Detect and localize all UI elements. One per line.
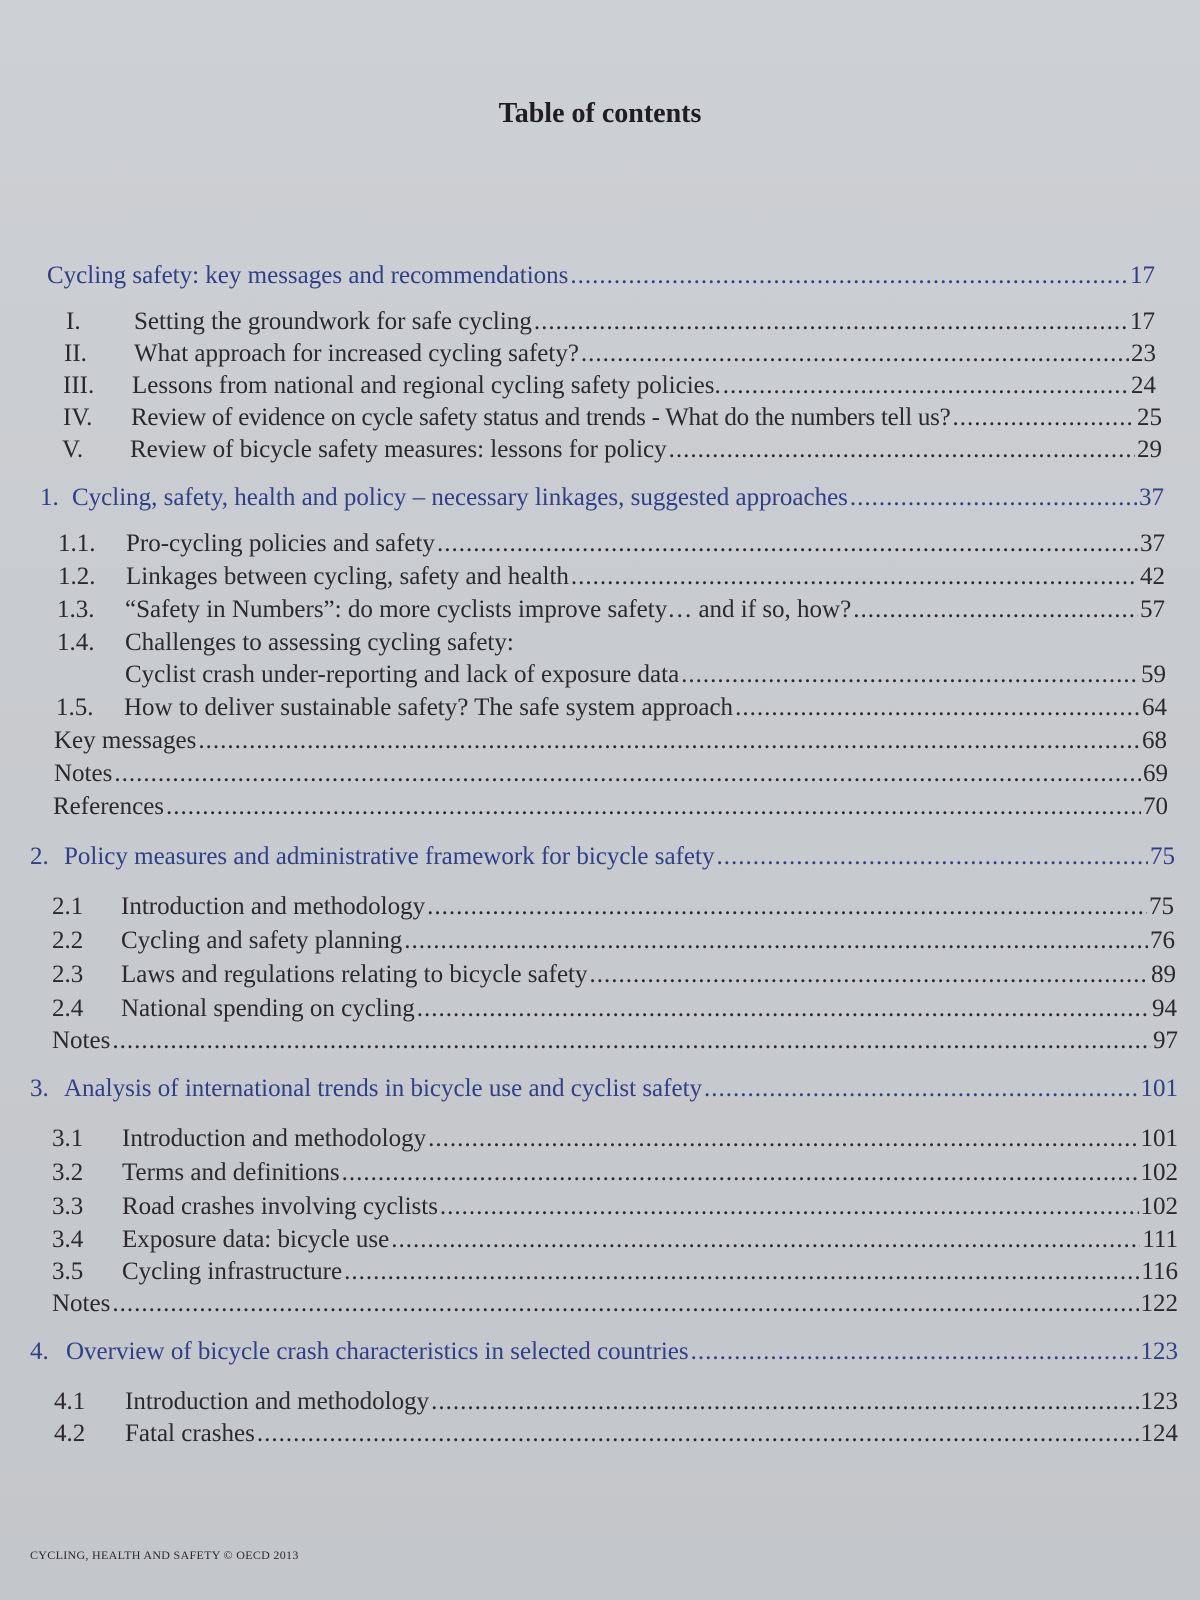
toc-entry-number: 2.2: [52, 927, 84, 954]
toc-entry-number: 2.3: [52, 961, 84, 988]
toc-page-number: 76: [1150, 927, 1175, 954]
toc-entry[interactable]: [52, 1226, 1178, 1254]
toc-entry-continuation[interactable]: [125, 661, 1166, 689]
page-footer: CYCLING, HEALTH AND SAFETY © OECD 2013: [30, 1548, 299, 1562]
toc-entry-number: 3.2: [52, 1159, 84, 1186]
dot-leader: [344, 1258, 1139, 1286]
toc-page-number: 102: [1140, 1159, 1178, 1186]
dot-leader: [704, 1075, 1138, 1103]
toc-page-number: 23: [1131, 340, 1156, 367]
toc-entry[interactable]: [52, 1159, 1178, 1187]
toc-entry[interactable]: [64, 340, 1156, 368]
toc-page-number: 25: [1137, 404, 1162, 431]
toc-entry-references[interactable]: [53, 793, 1168, 821]
dot-leader: [571, 563, 1138, 591]
toc-page-number: 101: [1140, 1075, 1178, 1102]
toc-entry-title: Cycling infrastructure: [122, 1258, 343, 1285]
toc-entry[interactable]: [52, 893, 1174, 921]
dot-leader: [342, 1159, 1139, 1187]
toc-entry[interactable]: [54, 1388, 1178, 1416]
toc-entry-number: IV.: [63, 404, 93, 431]
dot-leader: [427, 893, 1147, 921]
dot-leader: [570, 262, 1128, 290]
dot-leader: [581, 340, 1129, 368]
dot-leader: [417, 995, 1150, 1023]
toc-page-number: 101: [1140, 1125, 1178, 1152]
toc-page-number: 37: [1140, 530, 1165, 557]
dot-leader: [166, 793, 1141, 821]
dot-leader: [112, 1290, 1138, 1318]
toc-entry-number: 1.2.: [58, 563, 96, 590]
toc-entry-title: How to deliver sustainable safety? The safe system approach: [124, 694, 734, 721]
toc-chapter-2[interactable]: [30, 843, 1175, 871]
toc-entry-title: Notes: [52, 1290, 111, 1317]
toc-page-number: 24: [1131, 372, 1156, 399]
toc-page-number: 29: [1137, 436, 1162, 463]
dot-leader: [853, 596, 1138, 624]
toc-entry[interactable]: [52, 927, 1175, 955]
toc-page-number: 57: [1140, 596, 1165, 623]
toc-page-number: 94: [1152, 995, 1177, 1022]
toc-entry-number: 1.1.: [58, 530, 96, 557]
toc-entry[interactable]: [57, 629, 1165, 657]
toc-page-number: 42: [1140, 563, 1165, 590]
toc-entry-number: 4.2: [54, 1420, 86, 1447]
toc-entry-number: I.: [66, 308, 81, 335]
toc-entry[interactable]: [52, 1125, 1178, 1153]
toc-chapter-title: Policy measures and administrative framework for bicycle safety: [64, 843, 715, 870]
toc-entry[interactable]: [63, 404, 1162, 432]
toc-entry[interactable]: [62, 436, 1162, 464]
toc-entry-title: Setting the groundwork for safe cycling: [134, 308, 532, 335]
toc-entry-title: Introduction and methodology: [121, 893, 426, 920]
toc-entry[interactable]: [66, 308, 1155, 336]
toc-page-number: 116: [1141, 1258, 1178, 1285]
toc-entry-number: 3.5: [52, 1258, 84, 1285]
toc-entry-title: Fatal crashes: [125, 1420, 255, 1447]
toc-entry[interactable]: [58, 563, 1165, 591]
toc-section-label: Cycling safety: key messages and recommendations: [47, 262, 569, 289]
toc-entry-title: Introduction and methodology: [122, 1125, 427, 1152]
toc-page-number: 68: [1142, 727, 1167, 754]
toc-chapter-title: Analysis of international trends in bicycle use and cyclist safety: [64, 1075, 703, 1102]
dot-leader: [198, 727, 1140, 755]
toc-page-number: 124: [1140, 1420, 1178, 1447]
toc-page-number: 70: [1143, 793, 1168, 820]
toc-entry[interactable]: [63, 372, 1156, 400]
toc-entry-title: Introduction and methodology: [125, 1388, 430, 1415]
toc-chapter-1[interactable]: [40, 484, 1164, 512]
dot-leader: [440, 1193, 1139, 1221]
toc-page-number: 59: [1141, 661, 1166, 688]
toc-entry-number: V.: [62, 436, 84, 463]
dot-leader: [428, 1125, 1138, 1153]
toc-entry-number: III.: [63, 372, 95, 399]
toc-entry-title: Challenges to assessing cycling safety:: [125, 629, 514, 656]
dot-leader: [112, 1027, 1151, 1055]
toc-entry-title: Cycling and safety planning: [121, 927, 403, 954]
toc-entry-title: What approach for increased cycling safety?: [134, 340, 579, 367]
toc-chapter-4[interactable]: [30, 1338, 1178, 1366]
toc-page-number: 17: [1130, 308, 1155, 335]
toc-entry-number: 2.4: [52, 995, 84, 1022]
toc-page-number: 37: [1139, 484, 1164, 511]
toc-chapter-title: Cycling, safety, health and policy – necessary linkages, suggested approaches: [72, 484, 848, 511]
toc-chapter-number: 1.: [40, 484, 59, 511]
toc-entry[interactable]: [56, 694, 1167, 722]
toc-entry-title: National spending on cycling: [121, 995, 415, 1022]
toc-page-number: 102: [1140, 1193, 1178, 1220]
toc-section-front[interactable]: [47, 262, 1155, 290]
toc-page-number: 89: [1151, 961, 1176, 988]
toc-page-number: 75: [1149, 893, 1174, 920]
toc-entry-title: Linkages between cycling, safety and health: [126, 563, 569, 590]
toc-entry[interactable]: [52, 1258, 1178, 1286]
toc-entry-title: Notes: [54, 760, 113, 787]
dot-leader: [691, 1338, 1139, 1366]
toc-entry-title: Notes: [52, 1027, 111, 1054]
toc-entry[interactable]: [52, 1193, 1178, 1221]
toc-chapter-number: 4.: [30, 1338, 49, 1365]
dot-leader: [431, 1388, 1138, 1416]
toc-entry-title: Exposure data: bicycle use: [122, 1226, 390, 1253]
toc-entry-number: 1.4.: [57, 629, 95, 656]
dot-leader: [437, 530, 1138, 558]
toc-chapter-title: Overview of bicycle crash characteristics in selected countries: [66, 1338, 689, 1365]
toc-entry-title: Pro-cycling policies and safety: [126, 530, 435, 557]
toc-page-number: 75: [1150, 843, 1175, 870]
toc-entry-title: Laws and regulations relating to bicycle safety: [121, 961, 588, 988]
dot-leader: [735, 694, 1140, 722]
toc-page-number: 64: [1142, 694, 1167, 721]
toc-entry-number: 1.5.: [56, 694, 94, 721]
toc-entry-title: References: [53, 793, 165, 820]
toc-entry[interactable]: [52, 995, 1177, 1023]
toc-entry[interactable]: [54, 1420, 1178, 1448]
toc-entry[interactable]: [58, 530, 1165, 558]
toc-entry-key-messages[interactable]: [54, 727, 1167, 755]
toc-page-number: 17: [1130, 262, 1155, 289]
toc-entry-notes[interactable]: [54, 760, 1168, 788]
toc-entry-number: 1.3.: [57, 596, 95, 623]
dot-leader: [590, 961, 1149, 989]
dot-leader: [669, 436, 1135, 464]
toc-entry[interactable]: [52, 961, 1176, 989]
dot-leader: [716, 843, 1148, 871]
dot-leader: [850, 484, 1137, 512]
toc-entry-title: Key messages: [54, 727, 197, 754]
dot-leader: [257, 1420, 1139, 1448]
dot-leader: [404, 927, 1148, 955]
toc-entry-title: Review of bicycle safety measures: lessons for policy: [130, 436, 667, 463]
dot-leader: [953, 404, 1136, 432]
toc-entry-title: “Safety in Numbers”: do more cyclists improve safety… and if so, how?: [125, 596, 852, 623]
toc-chapter-3[interactable]: [30, 1075, 1178, 1103]
toc-page-number: 69: [1143, 760, 1168, 787]
toc-entry[interactable]: [57, 596, 1165, 624]
toc-page-number: 97: [1153, 1027, 1178, 1054]
dot-leader: [534, 308, 1128, 336]
toc-page-number: 123: [1140, 1338, 1178, 1365]
toc-entry-notes[interactable]: [52, 1027, 1178, 1055]
dot-leader: [723, 372, 1129, 400]
toc-page-number: 122: [1140, 1290, 1178, 1317]
dot-leader: [391, 1226, 1140, 1254]
toc-page-number: 111: [1142, 1226, 1178, 1253]
toc-entry-number: II.: [64, 340, 87, 367]
toc-entry-title: Cyclist crash under-reporting and lack of exposure data: [125, 661, 680, 688]
toc-chapter-number: 2.: [30, 843, 49, 870]
toc-entry-number: 2.1: [52, 893, 84, 920]
toc-entry-number: 3.1: [52, 1125, 84, 1152]
toc-entry-notes[interactable]: [52, 1290, 1178, 1318]
toc-entry-title: Road crashes involving cyclists: [122, 1193, 438, 1220]
toc-entry-title: Lessons from national and regional cycling safety policies.: [132, 372, 721, 399]
dot-leader: [681, 661, 1139, 689]
toc-entry-title: Review of evidence on cycle safety status and trends - What do the numbers tell us?: [131, 404, 951, 431]
toc-entry-number: 3.3: [52, 1193, 84, 1220]
toc-page-number: 123: [1140, 1388, 1178, 1415]
toc-chapter-number: 3.: [30, 1075, 49, 1102]
toc-entry-title: Terms and definitions: [122, 1159, 340, 1186]
dot-leader: [114, 760, 1141, 788]
page-title: Table of contents: [498, 98, 702, 129]
toc-entry-number: 4.1: [54, 1388, 86, 1415]
toc-entry-number: 3.4: [52, 1226, 84, 1253]
